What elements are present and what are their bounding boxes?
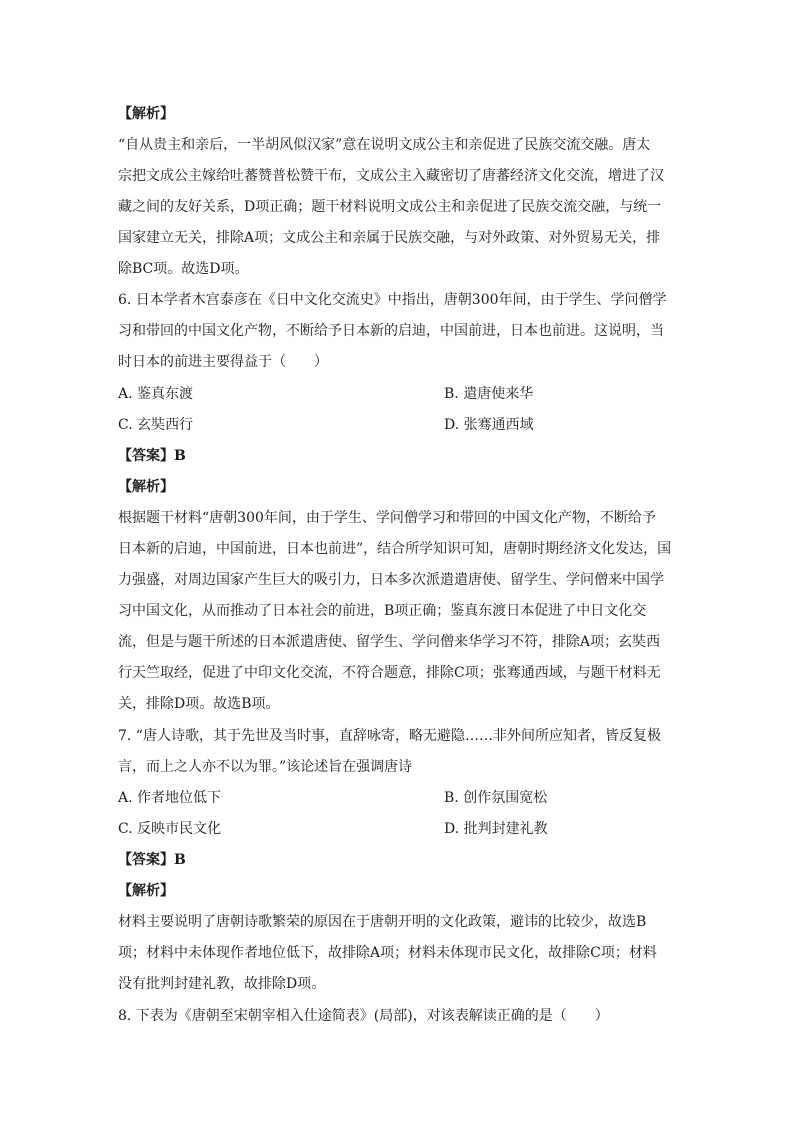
option-b: B. 遣唐使来华 [444,386,534,402]
question-stem: 8. 下表为《唐朝至宋朝宰相入仕途简表》(局部)，对该表解读正确的是（ ） [118,1008,609,1024]
question-stem: 时日本的前进主要得益于（ ） [118,354,328,370]
option-d: D. 张骞通西域 [444,417,534,433]
question-stem: 6. 日本学者木宫泰彦在《日中文化交流史》中指出，唐朝300年间，由于学生、学问僧学 [118,292,667,308]
option-b: B. 创作氛围宽松 [444,790,548,806]
analysis-line: 习中国文化，从而推动了日本社会的前进，B项正确；鉴真东渡日本促进了中日文化交 [118,603,647,619]
analysis-line: 关，排除D项。故选B项。 [118,696,280,712]
analysis-line: 流，但是与题干所述的日本派遣唐使、留学生、学问僧来华学习不符，排除A项；玄奘西 [118,634,661,650]
analysis-line: 宗把文成公主嫁给吐蕃赞普松赞干布，文成公主入藏密切了唐蕃经济文化交流，增进了汉 [118,168,664,184]
analysis-line: 行天竺取经，促进了中印文化交流，不符合题意，排除C项；张骞通西域，与题干材料无 [118,665,661,681]
question-stem: 习和带回的中国文化产物，不断给予日本新的启迪，中国前进，日本也前进。这说明，当 [118,323,664,339]
analysis-line: 除BC项。故选D项。 [118,261,249,277]
analysis-line: 没有批判封建礼教，故排除D项。 [118,976,326,992]
option-c: C. 反映市民文化 [118,821,222,837]
question-stem: 言，而上之人亦不以为罪。”该论述旨在强调唐诗 [118,759,413,775]
analysis-line: 力强盛，对周边国家产生巨大的吸引力，日本多次派遣遣唐使、留学生、学问僧来中国学 [118,572,664,588]
analysis-line: 根据题干材料“唐朝300年间，由于学生、学问僧学习和带回的中国文化产物，不断给予 [118,510,656,526]
analysis-line: 材料主要说明了唐朝诗歌繁荣的原因在于唐朝开明的文化政策，避讳的比较少，故选B [118,914,647,930]
answer-line: 【答案】B [118,448,186,464]
analysis-heading: 【解析】 [118,883,174,899]
question-stem: 7. “唐人诗歌，其于先世及当时事，直辞咏寄，略无避隐……非外间所应知者，皆反复极 [118,728,661,744]
option-a: A. 鉴真东渡 [118,386,194,402]
option-a: A. 作者地位低下 [118,790,222,806]
analysis-line: 项；材料中未体现作者地位低下，故排除A项；材料未体现市民文化，故排除C项；材料 [118,945,657,961]
answer-line: 【答案】B [118,852,186,868]
analysis-heading: 【解析】 [118,479,174,495]
analysis-line: “自从贵主和亲后，一半胡风似汉家”意在说明文成公主和亲促进了民族交流交融。唐太 [118,137,651,153]
analysis-heading: 【解析】 [118,106,174,122]
analysis-line: 日本新的启迪，中国前进，日本也前进”，结合所学知识可知，唐朝时期经济文化发达，国 [118,541,672,557]
analysis-line: 藏之间的友好关系，D项正确；题干材料说明文成公主和亲促进了民族交流交融，与统一 [118,199,662,215]
analysis-line: 国家建立无关，排除A项；文成公主和亲属于民族交融，与对外政策、对外贸易无关，排 [118,230,661,246]
option-c: C. 玄奘西行 [118,417,194,433]
option-d: D. 批判封建礼教 [444,821,548,837]
